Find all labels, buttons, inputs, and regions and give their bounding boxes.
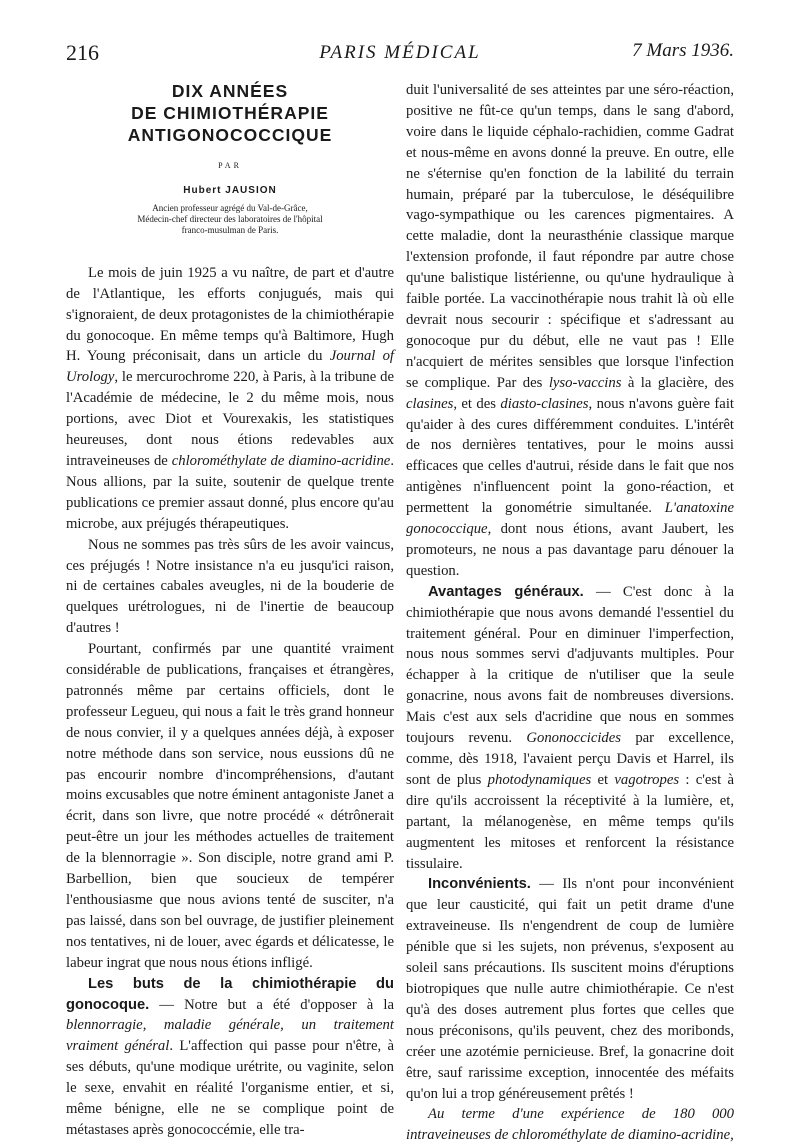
- section-heading: Les buts de la chimiothérapie du gonocoque.: [66, 975, 394, 1013]
- paragraph: Inconvénients. — Ils n'ont pour inconvénient que leur causticité, qui fait un petit drame d'une extraveineuse. Ils n'engendrent de coup de lumière pénible que si les sujets, non prévenus, s'exposent au soleil sans précautions. Ils suscitent moins d'éruptions biotropiques que nulle autre chimiothérapie. Ce n'est qu'à des doses autrement plus fortes que celles que nous préconisons, qu'ils peuvent, chez des moribonds, créer une azotémie pernicieuse. Bref, la gonacrine doit être, sauf rarissime exception, innocentée des méfaits qu'on lui a trop généreusement prêtés !: [406, 876, 734, 1102]
- paragraph: Avantages généraux. — C'est donc à la chimiothérapie que nous avons demandé l'essentiel du traitement général. Pour en diminuer l'imperfection, nous nous sommes servi d'adjuvants multiples. Pour échapper à la critique de n'utiliser que la seule gonacrine, nous avons fait de nombreuses diversions. Mais c'est aux sels d'acridine que nous en sommes toujours revenu. Gononoccicides par excellence, comme, dès 1918, l'avaient perçu Davis et Harrel, ils sont de plus photodynamiques et vagotropes : c'est à dire qu'ils accroissent la réceptivité à la lumière, et, partant, la mélanogenèse, en même temps qu'ils augmentent les mitoses et renforcent la résistance tissulaire.: [406, 583, 735, 872]
- issue-date: 7 Mars 1936.: [632, 40, 734, 61]
- title-line: DE CHIMIOTHÉRAPIE: [131, 103, 329, 123]
- paragraph: Au terme d'une expérience de 180 000 intraveineuses de chlorométhylate de diamino-acridine,: [406, 1106, 734, 1144]
- journal-title: PARIS MÉDICAL: [319, 42, 481, 63]
- right-column: [406, 80, 734, 1146]
- byline-par: PAR: [218, 161, 242, 170]
- affiliation-line: Ancien professeur agrégé du Val-de-Grâce,: [152, 202, 308, 213]
- section-heading: Avantages généraux.: [428, 583, 584, 600]
- paragraph: Nous ne sommes pas très sûrs de les avoir vaincus, ces préjugés ! Notre insistance n'a eu jusqu'ici raison, ni de certaines cabales aveugles, ni de la bouderie de quelques urétrologues, ni de l'inertie de beaucoup d'autres !: [66, 536, 394, 637]
- paragraph: Les buts de la chimiothérapie du gonocoque. — Notre but a été d'opposer à la blennorragie, maladie générale, un traitement vraiment général. L'affection qui passe pour n'être, à ses débuts, qu'une modique urétrite, ou vaginite, selon le sexe, envahit en réalité l'organisme entier, et si, même bénigne, elle ne se complique point de métastases après gonococcémie, elle tra-: [66, 975, 394, 1138]
- affiliation-line: franco-musulman de Paris.: [181, 224, 279, 235]
- section-heading: Inconvénients.: [428, 876, 531, 893]
- page-header: [66, 40, 734, 70]
- author-affiliation: [66, 203, 394, 236]
- title-line: ANTIGONOCOCCIQUE: [127, 125, 333, 145]
- affiliation-line: Médecin-chef directeur des laboratoires de l'hôpital: [137, 213, 323, 224]
- title-line: DIX ANNÉES: [171, 81, 289, 101]
- article-title: [66, 80, 394, 146]
- left-column: [66, 80, 394, 1141]
- author-name: Hubert JAUSION: [183, 184, 277, 196]
- paragraph: duit l'universalité de ses atteintes par une séro-réaction, positive ne fût-ce qu'un temps, dans le sang d'abord, voire dans le liquide céphalo-rachidien, comme Gadrat et nous-même en avons donné la preuve. En outre, elle ne s'éternise qu'en fonction de la labilité du terrain humain, préparé par la tuberculose, le déséquilibre vago-sympathique ou les carences pigmentaires. A cette maladie, dont la neurasthénie classique marque l'extension profonde, il faut répondre par autre chose qu'une balistique listérienne, ou qu'une hydraulique à faible portée. La vaccinothérapie nous trahit là où elle devrait nous secourir : spécifique et s'adressant au gonocoque pur du début, elle ne vaut pas ! Elle n'acquiert de mérites sensibles que lorsque l'infection se complique. Par des lyso-vaccins à la glacière, des clasines, et des diasto-clasines, nous n'avons guère fait qu'aider à des cures différemment conduites. L'intérêt de nos dernières tentatives, pour le moins aussi efficaces que celles d'autrui, réside dans le fait que nos antigènes n'influencent point la gono-réaction, et permettent la gonométrie simultanée. L'anatoxine gonococcique, dont nous étions, avant Jaubert, les promoteurs, ne nous a pas davantage paru dénouer la question.: [406, 82, 734, 579]
- paragraph: Pourtant, confirmés par une quantité vraiment considérable de publications, françaises et étrangères, patronnés même par certains officiels, dont le professeur Legueu, qui nous a fait le très grand honneur de nous convier, il y a quelques années déjà, à exposer notre méthode dans son service, nous eussions dû ne pas encourir nombre d'incompréhensions, d'autant moins excusables que notre éminent antagoniste Janet a écrit, dans son livre, que notre procédé « détrônerait peut-être un jour les méthodes actuelles de traitement de la blennorragie ». Son disciple, notre grand ami P. Barbellion, bien que soucieux de tempérer l'enthousiasme que nous avions tenté de susciter, n'a pas laissé, dans son bel ouvrage, de justifier pleinement nos tentatives, ni de louer, avec égards et délicatesse, le labeur ingrat que nous nous étions infligé.: [66, 641, 394, 971]
- page-number: 216: [66, 40, 99, 65]
- paragraph: Le mois de juin 1925 a vu naître, de part et d'autre de l'Atlantique, les efforts conjugués, mais qui s'ignoraient, de deux protagonistes de la chimiothérapie du gonocoque. En même temps qu'à Baltimore, Hugh H. Young préconisait, dans un article du Journal of Urology, le mercurochrome 220, à Paris, à la tribune de l'Académie de médecine, le 2 du même mois, nous portions, avec Diot et Vourexakis, les statistiques heureuses, dont nous étions redevables aux intraveineuses de chlorométhylate de diamino-acridine. Nous allions, par la suite, soutenir de quelque trente publications ce premier assaut donné, plus encore qu'au microbe, aux préjugés thérapeutiques.: [66, 264, 394, 532]
